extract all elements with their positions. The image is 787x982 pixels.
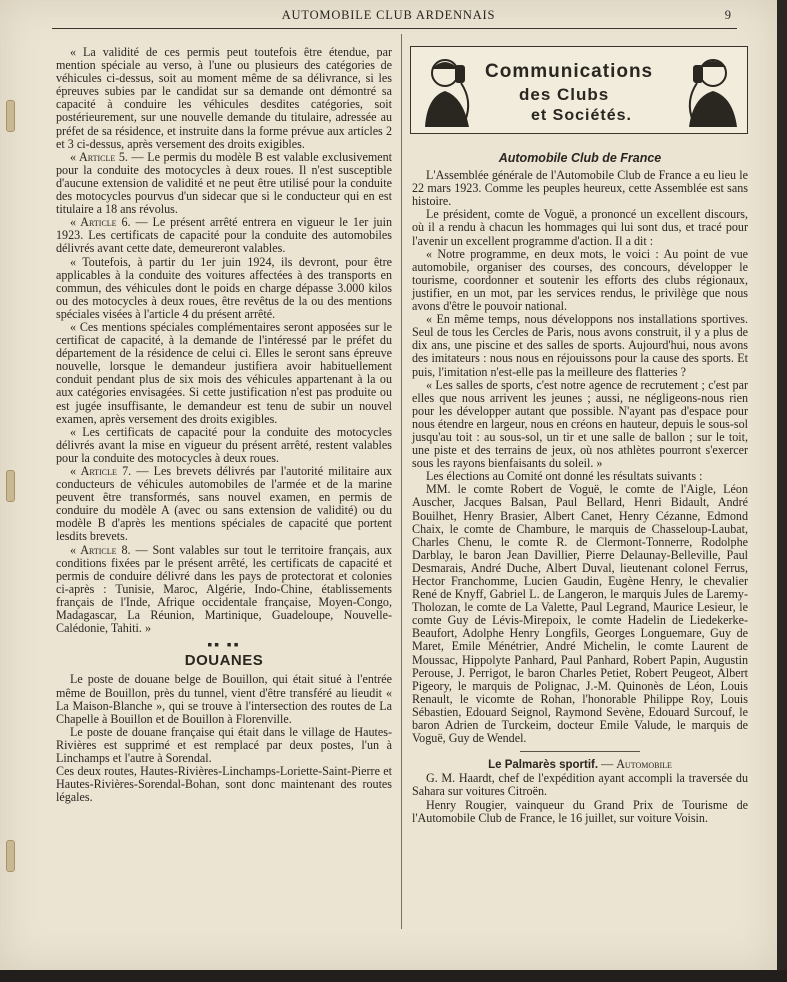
article-5 (56, 151, 392, 216)
article-text: — Le permis du modèle B est valable exclusivement pour la conduite des motocycles à deux roues. Il n'est susceptible d'aucune extension de validité et ne peut être utilisé pour la conduite des motocycles pourvus d'un sidecar que si le conducteur qui en est titulaire a 18 ans révolus. (56, 149, 393, 217)
header-rule (52, 28, 737, 29)
paragraph: « La validité de ces permis peut toutefois être étendue, par mention spéciale au verso, à l'une ou plusieurs des catégories de véhicules ci-dessus, soit au moment même de sa délivrance, si les épreuves subies par le candidat sur sa demande ont démontré sa capacité à conduire les véhicules desdites catégories, soit postérieurement, sur une nouvelle demande du titulaire, adressée au préfet de sa résidence, et instruite dans la forme prévue aux articles 2 et 3 ci-dessus, après versement des droits exigibles. (56, 45, 392, 151)
right-column (412, 152, 748, 825)
paragraph: Henry Rougier, vainqueur du Grand Prix de Tourisme de l'Automobile Club de France, le 16 juillet, sur voiture Voisin. (412, 797, 748, 825)
paragraph: G. M. Haardt, chef de l'expédition ayant accompli la traversée du Sahara sur voitures Citroën. (412, 771, 748, 799)
article-text: — Les brevets délivrés par l'autorité militaire aux conducteurs de véhicules automobiles de l'armée et de la marine peuvent être transformés, sans nouvel examen, en permis de conduire du modèle A (avec ou sans extension de validité) ou du modèle B d'après les mentions spéciales de capacité que portent lesdits brevets. (56, 464, 392, 544)
banner-line-3: et Sociétés. (531, 107, 632, 124)
banner-line-2: des Clubs (519, 85, 610, 104)
binding-hole (6, 840, 15, 872)
banner-line-1: Communications (485, 61, 654, 82)
page-number: 9 (724, 8, 731, 22)
telephone-man-illustration (415, 51, 479, 129)
article-text: — Le présent arrêté entrera en vigueur le 1er juin 1923. Les certificats de capacité pour la conduite des automobiles délivrés avant cette date, demeureront valables. (56, 215, 393, 256)
palmares-title: Le Palmarès sportif. (488, 759, 599, 772)
paragraph: Ces deux routes, Hautes-Rivières-Linchamps-Loriette-Saint-Pierre et Hautes-Rivières-Sorendal-Bohan, sont donc maintenant des routes légales. (56, 764, 392, 805)
article-label: « Article 7. (70, 464, 132, 478)
article-label: « Article 8. (70, 542, 131, 557)
palmares-tag: Automobile (616, 757, 672, 772)
paragraph: L'Assemblée générale de l'Automobile Club de France a eu lieu le 22 mars 1923. Comme les peuples heureux, cette Assemblée est sans histoire. (412, 168, 748, 209)
elected-members: MM. le comte Robert de Voguë, le comte de l'Aigle, Léon Auscher, Jacques Balsan, Paul Bellard, Henri Bidault, André Bouilhet, Henry Brasier, Albert Canet, Henry Cézanne, Edmond Chaix, le comte de Chambure, le marquis de Chasseloup-Laubat, Charles Chenu, le comte R. de Clermont-Tonnerre, Rodolphe Darblay, le baron Jean Davillier, Pierre Delaunay-Belleville, Paul Desmarais, André Duche, Albert Duval, lieutenant colonel Ferrus, Hector Franchomme, Lucien Gaudin, Eugène Henry, le chevalier René de Knyff, Gabriel L. de Langeron, le marquis Jules de Laremy-Tholozan, le comte de La Valette, Paul Legrand, Maurice Lesieur, le comte Guy de Lévis-Mirepoix, le comte Hadelin de Liedekerke-Beaufort, Adolphe Henry Longfils, Georges Longuemare, Guy de Maret, Emile Ménétrier, André Michelin, le comte Laurent de Moussac, Hippolyte Panhard, Paul Panhard, Robert Papin, Augustin Perouse, J. Perrigot, le baron Charles Petiet, Robert Peugeot, Albert Pigeory, le marquis de Polignac, J.-M. Quinonès de Léon, Louis Renault, le vicomte de Rohan, l'honorable Philippe Roy, Louis Sébastien, Edouard Seignol, Raymond Sevène, Edouard Surcouf, le baron Adrien de Turckeim, docteur Emile Valude, le marquis de Voguë, Guy de Wendel. (412, 482, 748, 746)
paragraph: Les élections au Comité ont donné les résultats suivants : (426, 469, 703, 484)
telephone-man-illustration (681, 51, 743, 129)
communications-banner (410, 46, 748, 134)
article-label: « Article 6. (70, 215, 131, 230)
palmares-heading (412, 758, 748, 772)
section-ornament: ▪▪ ▪▪ (207, 638, 241, 654)
running-head: AUTOMOBILE CLUB ARDENNAIS (281, 8, 496, 22)
paragraph: Le poste de douane belge de Bouillon, qui était situé à l'entrée même de Bouillon, près du tunnel, vient d'être transféré au lieudit « La Maison-Blanche », qui se trouve à l'intersection des routes de La Chapelle à Bouillon et de Bouillon à Florenville. (56, 672, 392, 726)
binding-hole (6, 470, 15, 502)
article-label: « Article 5. (70, 149, 128, 164)
paragraph: « Ces mentions spéciales complémentaires seront apposées sur le certificat de capacité, à la demande de l'intéressé par le préfet du département de la résidence de celui ci. Elles le seront sans épreuve nouvelle, lorsque le demandeur justifiera avoir habituellement conduit pendant plus de six mois des véhicules appartenant à la ou aux catégories envisagées. Si cette justification n'est pas produite ou est jugée insuffisante, le demandeur est tenu de subir un nouvel examen, après versement des droits exigibles. (56, 319, 392, 426)
paragraph: « Toutefois, à partir du 1er juin 1924, ils devront, pour être applicables à la conduite des voitures affectées à des transports en commun, des véhicules dont le poids en charge dépasse 3.000 kilos ou des motocycles à deux roues, être revêtus de la ou des mentions spéciales visées à l'article 4 du présent arrêté. (56, 254, 392, 321)
palmares-dash: — (598, 757, 617, 772)
article-7 (56, 465, 392, 544)
separator (520, 751, 640, 752)
article-6 (56, 216, 392, 255)
article-8 (56, 544, 392, 636)
paragraph: « Les certificats de capacité pour la conduite des motocycles délivrés avant la mise en vigueur du présent arrêté, restent valables pour la conduite des motocycles à deux roues. (56, 424, 392, 465)
section-title-douanes: DOUANES (184, 652, 264, 670)
paragraph: « Notre programme, en deux mots, le voici : Au point de vue automobile, organiser des courses, des concours, développer le tourisme, coordonner et soutenir les efforts des clubs régionaux, justifier, en un mot, par les services rendus, le privilège que nous avons d'être le pouvoir national. (412, 246, 748, 314)
club-title: Automobile Club de France (498, 151, 662, 165)
column-rule (401, 34, 402, 929)
paragraph: Le président, comte de Voguë, a prononcé un excellent discours, où il a rendu à chacun les hommages qui lui sont dus, et tracé pour l'avenir un excellent programme d'action. Il a dit : (412, 207, 748, 248)
paragraph: Le poste de douane française qui était dans le village de Hautes-Rivières est supprimé et est remplacé par deux postes, l'un à Linchamps et l'autre à Sorendal. (56, 724, 392, 765)
paragraph: « En même temps, nous développons nos installations sportives. Seul de tous les Cercles de Paris, nous avons construit, il y a plus de dix ans, une piscine et des salles de sports. Aujourd'hui, nous avons des imitateurs : nous nous en réjouissons pour la cause des sports. Et puis, l'imitation n'est-elle pas la meilleure des flatteries ? (412, 312, 748, 379)
scan-border (0, 970, 787, 982)
paragraph: « Les salles de sports, c'est notre agence de recrutement ; c'est par elles que nous arrivent les jeunes ; aussi, ne négligeons-nous rien pour les développer autant que possible. N'ayant pas d'espace pour nous étendre en largeur, nous en créons en hauteur, depuis le sous-sol jusqu'au toit : au sous-sol, un tir et une salle de ballon ; sur le toit, une piste et des terrains de jeux, où nos athlètes pourront s'exercer sous les rayons bienfaisants du soleil. » (412, 377, 748, 471)
left-column (56, 46, 392, 804)
binding-hole (6, 100, 15, 132)
article-text: — Sont valables sur tout le territoire français, aux conditions fixées par le présent arrêté, les certificats de capacité et permis de conduire délivré dans les pays de protectorat et colonies ci-après : Tunisie, Maroc, Algérie, Indo-Chine, établissements français de l'Inde, Afrique occidentale française, Moyen-Congo, Madagascar, La Réunion, Martinique, Guadeloupe, Nouvelle-Calédonie, Tahiti. » (56, 542, 392, 636)
